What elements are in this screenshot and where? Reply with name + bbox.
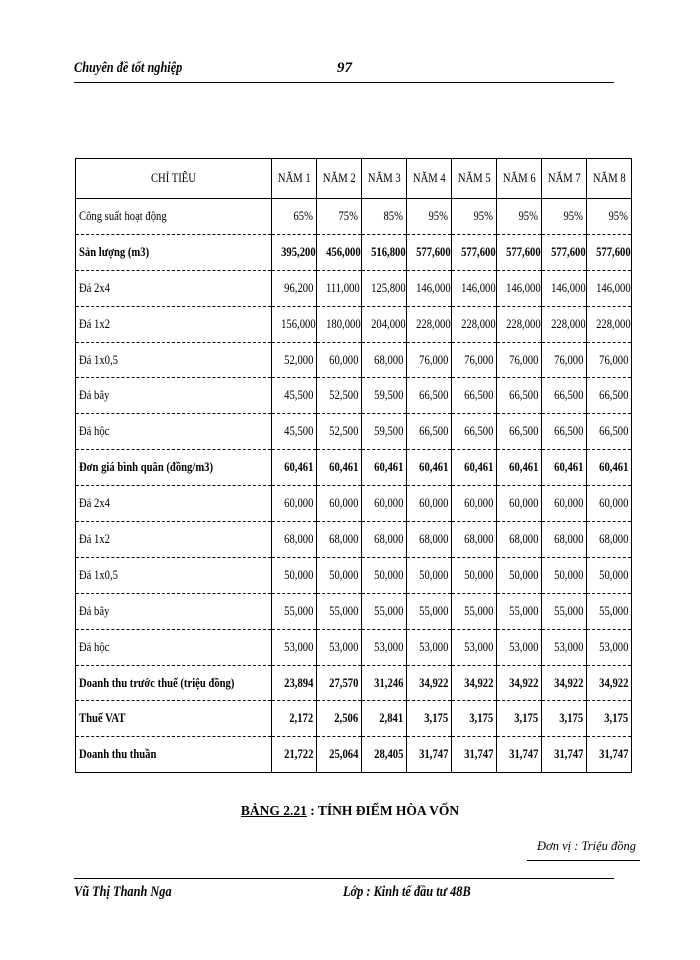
cell-value: 55,000	[452, 593, 497, 629]
cell-value: 65%	[272, 199, 317, 235]
cell-value: 50,000	[587, 557, 632, 593]
cell-value: 21,722	[272, 737, 317, 773]
cell-value: 60,461	[362, 450, 407, 486]
table-row	[76, 414, 632, 450]
cell-value: 577,600	[497, 234, 542, 270]
cell-value: 66,500	[542, 378, 587, 414]
cell-value: 68,000	[542, 522, 587, 558]
header-title: Chuyên đề tốt nghiệp	[74, 60, 183, 76]
cell-value: 31,747	[542, 737, 587, 773]
row-label: Đá bây	[76, 593, 272, 629]
cell-value: 52,500	[317, 378, 362, 414]
column-header-year: NĂM 7	[542, 159, 587, 199]
cell-value: 34,922	[407, 665, 452, 701]
row-label: Đá 2x4	[76, 270, 272, 306]
cell-value: 34,922	[587, 665, 632, 701]
row-label: Đá hộc	[76, 629, 272, 665]
cell-value: 25,064	[317, 737, 362, 773]
cell-value: 111,000	[317, 270, 362, 306]
cell-value: 45,500	[272, 414, 317, 450]
table-row	[76, 557, 632, 593]
cell-value: 34,922	[542, 665, 587, 701]
cell-value: 60,000	[542, 486, 587, 522]
cell-value: 60,461	[497, 450, 542, 486]
table-row	[76, 450, 632, 486]
cell-value: 95%	[452, 199, 497, 235]
cell-value: 3,175	[542, 701, 587, 737]
cell-value: 577,600	[452, 234, 497, 270]
cell-value: 50,000	[407, 557, 452, 593]
column-header-year: NĂM 1	[272, 159, 317, 199]
cell-value: 66,500	[497, 378, 542, 414]
cell-value: 76,000	[542, 342, 587, 378]
cell-value: 34,922	[497, 665, 542, 701]
cell-value: 31,747	[452, 737, 497, 773]
cell-value: 66,500	[407, 378, 452, 414]
row-label: Đá 2x4	[76, 486, 272, 522]
column-header-year: NĂM 8	[587, 159, 632, 199]
footer-rule	[74, 878, 614, 879]
cell-value: 146,000	[587, 270, 632, 306]
cell-value: 95%	[587, 199, 632, 235]
cell-value: 204,000	[362, 306, 407, 342]
row-label: Đá 1x0,5	[76, 342, 272, 378]
cell-value: 60,000	[407, 486, 452, 522]
cell-value: 60,461	[452, 450, 497, 486]
cell-value: 75%	[317, 199, 362, 235]
cell-value: 2,172	[272, 701, 317, 737]
cell-value: 2,506	[317, 701, 362, 737]
cell-value: 52,500	[317, 414, 362, 450]
column-header-year: NĂM 6	[497, 159, 542, 199]
cell-value: 53,000	[272, 629, 317, 665]
table-row	[76, 737, 632, 773]
cell-value: 577,600	[542, 234, 587, 270]
cell-value: 27,570	[317, 665, 362, 701]
cell-value: 50,000	[542, 557, 587, 593]
cell-value: 31,747	[407, 737, 452, 773]
table-row	[76, 665, 632, 701]
cell-value: 59,500	[362, 414, 407, 450]
row-label: Đá 1x2	[76, 522, 272, 558]
cell-value: 577,600	[587, 234, 632, 270]
page-number: 97	[337, 60, 352, 76]
table-row	[76, 306, 632, 342]
cell-value: 60,000	[452, 486, 497, 522]
cell-value: 96,200	[272, 270, 317, 306]
table-row	[76, 378, 632, 414]
cell-value: 68,000	[362, 342, 407, 378]
unit-rule	[527, 860, 640, 861]
cell-value: 53,000	[317, 629, 362, 665]
cell-value: 76,000	[497, 342, 542, 378]
cell-value: 50,000	[362, 557, 407, 593]
cell-value: 66,500	[542, 414, 587, 450]
cell-value: 55,000	[272, 593, 317, 629]
table-caption	[0, 803, 700, 819]
cell-value: 60,000	[272, 486, 317, 522]
cell-value: 146,000	[452, 270, 497, 306]
table-row	[76, 199, 632, 235]
cell-value: 34,922	[452, 665, 497, 701]
cell-value: 55,000	[362, 593, 407, 629]
row-label: Đá bây	[76, 378, 272, 414]
cell-value: 66,500	[452, 414, 497, 450]
cell-value: 125,800	[362, 270, 407, 306]
cell-value: 95%	[542, 199, 587, 235]
cell-value: 60,000	[317, 342, 362, 378]
cell-value: 60,461	[317, 450, 362, 486]
row-label: Đá 1x2	[76, 306, 272, 342]
table-header-row	[76, 159, 632, 199]
row-label: Đá hộc	[76, 414, 272, 450]
cell-value: 68,000	[407, 522, 452, 558]
cell-value: 95%	[497, 199, 542, 235]
cell-value: 228,000	[407, 306, 452, 342]
cell-value: 50,000	[452, 557, 497, 593]
cell-value: 85%	[362, 199, 407, 235]
cell-value: 76,000	[452, 342, 497, 378]
cell-value: 66,500	[452, 378, 497, 414]
cell-value: 52,000	[272, 342, 317, 378]
table-row	[76, 234, 632, 270]
table-row	[76, 270, 632, 306]
caption-label: BẢNG 2.21	[240, 803, 307, 818]
cell-value: 45,500	[272, 378, 317, 414]
cell-value: 66,500	[407, 414, 452, 450]
column-header-indicator: CHỈ TIÊU	[76, 159, 272, 199]
cell-value: 228,000	[497, 306, 542, 342]
cell-value: 2,841	[362, 701, 407, 737]
row-label: Doanh thu trước thuế (triệu đồng)	[76, 665, 272, 701]
cell-value: 146,000	[497, 270, 542, 306]
cell-value: 66,500	[587, 378, 632, 414]
table-row	[76, 522, 632, 558]
cell-value: 146,000	[407, 270, 452, 306]
cell-value: 228,000	[452, 306, 497, 342]
column-header-year: NĂM 5	[452, 159, 497, 199]
row-label: Doanh thu thuần	[76, 737, 272, 773]
footer-author: Vũ Thị Thanh Nga	[74, 884, 172, 900]
cell-value: 68,000	[272, 522, 317, 558]
cell-value: 395,200	[272, 234, 317, 270]
cell-value: 60,461	[542, 450, 587, 486]
cell-value: 55,000	[407, 593, 452, 629]
column-header-year: NĂM 3	[362, 159, 407, 199]
header-rule	[74, 82, 614, 83]
cell-value: 55,000	[542, 593, 587, 629]
cell-value: 53,000	[452, 629, 497, 665]
cell-value: 31,246	[362, 665, 407, 701]
cell-value: 23,894	[272, 665, 317, 701]
cell-value: 55,000	[497, 593, 542, 629]
table-row	[76, 342, 632, 378]
cell-value: 156,000	[272, 306, 317, 342]
cell-value: 60,461	[272, 450, 317, 486]
cell-value: 50,000	[497, 557, 542, 593]
cell-value: 76,000	[587, 342, 632, 378]
cell-value: 68,000	[587, 522, 632, 558]
cell-value: 68,000	[497, 522, 542, 558]
cell-value: 76,000	[407, 342, 452, 378]
cell-value: 50,000	[317, 557, 362, 593]
table-body	[76, 199, 632, 773]
cell-value: 95%	[407, 199, 452, 235]
cell-value: 53,000	[497, 629, 542, 665]
row-label: Đá 1x0,5	[76, 557, 272, 593]
cell-value: 60,000	[587, 486, 632, 522]
row-label: Đơn giá bình quân (đồng/m3)	[76, 450, 272, 486]
cell-value: 180,000	[317, 306, 362, 342]
cell-value: 53,000	[407, 629, 452, 665]
cell-value: 66,500	[497, 414, 542, 450]
cell-value: 31,747	[587, 737, 632, 773]
cell-value: 60,461	[587, 450, 632, 486]
cell-value: 53,000	[587, 629, 632, 665]
cell-value: 456,000	[317, 234, 362, 270]
cell-value: 228,000	[587, 306, 632, 342]
row-label: Sản lượng (m3)	[76, 234, 272, 270]
cell-value: 53,000	[362, 629, 407, 665]
footer-class: Lớp : Kinh tế đầu tư 48B	[343, 884, 471, 900]
cell-value: 68,000	[317, 522, 362, 558]
cell-value: 146,000	[542, 270, 587, 306]
cell-value: 59,500	[362, 378, 407, 414]
cell-value: 3,175	[497, 701, 542, 737]
cell-value: 68,000	[362, 522, 407, 558]
row-label: Công suất hoạt động	[76, 199, 272, 235]
cell-value: 60,000	[362, 486, 407, 522]
cell-value: 228,000	[542, 306, 587, 342]
cell-value: 55,000	[317, 593, 362, 629]
cell-value: 53,000	[542, 629, 587, 665]
column-header-year: NĂM 2	[317, 159, 362, 199]
cell-value: 60,461	[407, 450, 452, 486]
cell-value: 50,000	[272, 557, 317, 593]
break-even-table	[75, 158, 632, 773]
column-header-year: NĂM 4	[407, 159, 452, 199]
cell-value: 3,175	[407, 701, 452, 737]
cell-value: 516,800	[362, 234, 407, 270]
cell-value: 60,000	[317, 486, 362, 522]
table-row	[76, 593, 632, 629]
table-row	[76, 701, 632, 737]
cell-value: 31,747	[497, 737, 542, 773]
cell-value: 55,000	[587, 593, 632, 629]
cell-value: 3,175	[452, 701, 497, 737]
cell-value: 3,175	[587, 701, 632, 737]
table-row	[76, 486, 632, 522]
cell-value: 68,000	[452, 522, 497, 558]
caption-title: : TÍNH ĐIỂM HÒA VỐN	[310, 803, 460, 818]
unit-note: Đơn vị : Triệu đồng	[537, 839, 637, 853]
cell-value: 577,600	[407, 234, 452, 270]
table-row	[76, 629, 632, 665]
cell-value: 66,500	[587, 414, 632, 450]
row-label: Thuế VAT	[76, 701, 272, 737]
cell-value: 60,000	[497, 486, 542, 522]
cell-value: 28,405	[362, 737, 407, 773]
